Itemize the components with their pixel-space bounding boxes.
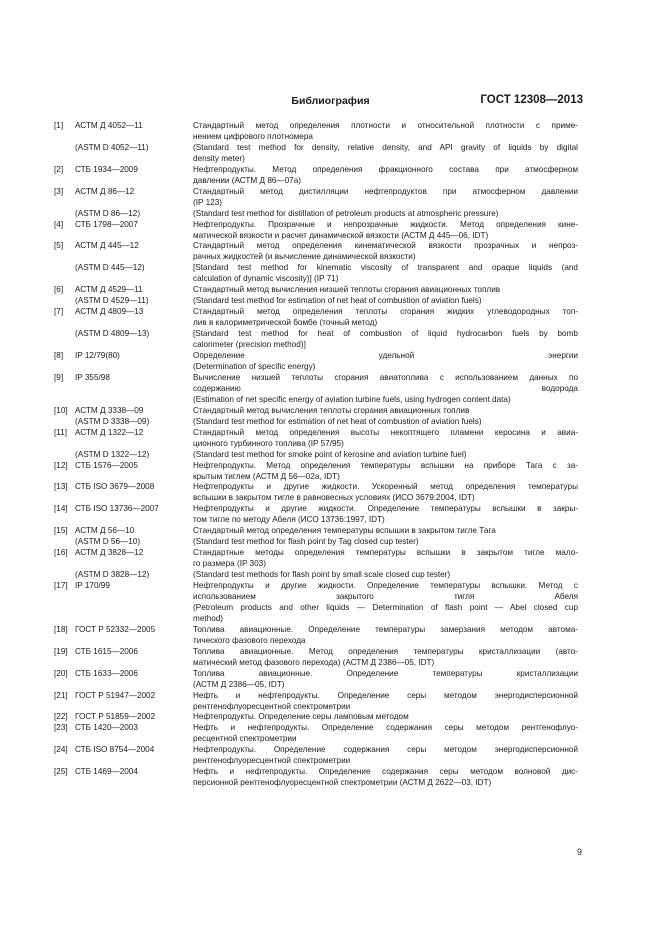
description-line: (Standard test method for flash point by Tag closed cup tester) — [193, 537, 419, 547]
entry-description — [193, 209, 578, 220]
entry-standard: (ASTM D 56—10) — [75, 537, 141, 547]
description-line: давлении (АСТМ Д 86—07а) — [193, 175, 302, 185]
entry-description — [193, 220, 578, 242]
entry-number: [6] — [54, 285, 64, 295]
description-line: Топлива авиационные. Метод определения температуры кристаллизации (авто- — [193, 646, 578, 656]
description-line: содержанию водорода — [193, 383, 578, 393]
description-line: Нефтепродукты и другие жидкости. Ускоренный метод определения температуры — [193, 482, 578, 492]
bibliography-entry — [54, 296, 578, 307]
entry-description — [193, 143, 578, 165]
entry-standard: АСТМ Д 1322—12 — [75, 427, 144, 437]
entry-description — [193, 296, 578, 307]
entry-number: [23] — [54, 723, 68, 733]
entry-description — [193, 669, 578, 691]
description-line: использованием закрытого тигля Абеля — [193, 591, 578, 601]
entry-number: [2] — [54, 164, 64, 174]
description-line: ционного турбинного топлива (IP 57/95) — [193, 438, 344, 448]
entry-standard: АСТМ Д 3828—12 — [75, 548, 144, 558]
bibliography-entry — [54, 406, 578, 417]
description-line: (Standard test method for density, relative density, and API gravity of liquids by digital — [193, 142, 578, 152]
description-line: рентгенофлуоресцентной спектрометрии — [193, 701, 351, 711]
entry-standard: IP 170/99 — [75, 581, 110, 591]
bibliography-entry — [54, 548, 578, 570]
description-line: method) — [193, 613, 224, 623]
description-line: Стандартный метод определения плотности и относительной плотности с приме- — [193, 121, 578, 130]
entry-standard: СТБ 1798—2007 — [75, 219, 138, 229]
entry-description — [193, 428, 578, 450]
entry-description — [193, 548, 578, 570]
description-line: вспышки в закрытом тигле в равновесных условиях (ИСО 3679:2004, IDT) — [193, 493, 475, 503]
entry-standard: (ASTM D 4809—13) — [75, 329, 150, 339]
entry-description — [193, 723, 578, 745]
entry-number: [18] — [54, 624, 68, 634]
bibliography-entry — [54, 143, 578, 165]
description-line: Нефтепродукты. Определение содержания серы методом энергодисперсионной — [193, 745, 578, 755]
entry-description — [193, 417, 578, 428]
description-line: лив в калориметрической бомбе (точный метод) — [193, 318, 378, 328]
entry-description — [193, 526, 578, 537]
bibliography-entry — [54, 450, 578, 461]
description-line: Нефтепродукты и другие жидкости. Определение температуры вспышки в закры- — [193, 504, 578, 514]
entry-number: [22] — [54, 712, 68, 722]
bibliography-entry — [54, 351, 578, 373]
entry-description — [193, 121, 578, 143]
entry-number: [11] — [54, 427, 68, 437]
entry-standard: СТБ 1576—2005 — [75, 460, 138, 470]
bibliography-entry — [54, 526, 578, 537]
entry-description — [193, 285, 578, 296]
entry-standard: (ASTM D 3828—12) — [75, 570, 150, 580]
description-line: (Standard test method for estimation of net heat of combustion of aviation fuels) — [193, 296, 482, 306]
entry-description — [193, 241, 578, 263]
entry-number — [54, 417, 75, 428]
entry-description — [193, 307, 578, 329]
description-line: Нефтепродукты. Метод определения температуры вспышки на приборе Тага с за- — [193, 460, 578, 470]
description-line: Нефтепродукты. Прозрачные и непрозрачные жидкости. Метод определения кине- — [193, 219, 578, 229]
entry-standard: ГОСТ Р 52332—2005 — [75, 624, 156, 634]
bibliography-entry — [54, 165, 578, 187]
entry-number: [12] — [54, 460, 68, 470]
entry-standard: АСТМ Д 56—10 — [75, 526, 135, 536]
entry-number: [17] — [54, 581, 68, 591]
entry-number — [54, 537, 75, 548]
description-line: density meter) — [193, 153, 245, 163]
entry-standard: АСТМ Д 86—12 — [75, 186, 135, 196]
page-number: 9 — [577, 847, 583, 857]
entry-description — [193, 504, 578, 526]
bibliography-title: Библиография — [291, 95, 370, 107]
entry-standard: (ASTM D 3338—09) — [75, 416, 150, 426]
entry-standard: ГОСТ Р 51947—2002 — [75, 690, 156, 700]
entry-number — [54, 263, 75, 285]
description-line: Нефть и нефтепродукты. Определение серы методом энергодисперсионной — [193, 690, 578, 700]
entry-description — [193, 712, 578, 723]
bibliography-entry — [54, 767, 578, 789]
description-line: Стандартный метод дистилляции нефтепродуктов при атмосферном давлении — [193, 186, 578, 196]
bibliography-entry — [54, 482, 578, 504]
entry-description — [193, 165, 578, 187]
entry-description — [193, 647, 578, 669]
entry-standard: СТБ ISO 13736—2007 — [75, 504, 159, 514]
entry-description — [193, 625, 578, 647]
bibliography-entry — [54, 307, 578, 329]
description-line: (Petroleum products and other liquids — Determination of flash point — Abel closed cup — [193, 602, 578, 612]
description-line: Вычисление низшей теплоты сгорания авиатоплива с использованием данных по — [193, 372, 578, 382]
description-line: (IP 123) — [193, 197, 222, 207]
bibliography-entry — [54, 187, 578, 209]
entry-standard: АСТМ Д 4529—11 — [75, 285, 143, 295]
entry-standard: АСТМ Д 4052—11 — [75, 121, 143, 130]
bibliography-entry — [54, 669, 578, 691]
entry-standard: (ASTM D 4529—11) — [75, 296, 149, 306]
entry-number: [19] — [54, 646, 68, 656]
description-line: calorimeter (precision method)] — [193, 340, 306, 350]
entry-description — [193, 373, 578, 406]
entry-description — [193, 767, 578, 789]
bibliography-entry — [54, 428, 578, 450]
entry-number — [54, 143, 75, 165]
description-line: Стандартный метод определения температуры вспышки в закрытом тигле Тага — [193, 526, 496, 536]
description-line: (Standard test methods for flash point by small scale closed cup tester) — [193, 570, 451, 580]
description-line: Нефтепродукты. Метод определения фракционного состава при атмосферном — [193, 164, 578, 174]
description-line: Нефтепродукты и другие жидкости. Определение температуры вспышки. Метод с — [193, 581, 578, 591]
description-line: calculation of dynamic viscosity)] (IP 71) — [193, 274, 339, 284]
description-line: нением цифрового плотномера — [193, 131, 313, 141]
bibliography-entry — [54, 581, 578, 625]
description-line: го размера (IP 303) — [193, 559, 266, 569]
bibliography-entry — [54, 329, 578, 351]
entry-description — [193, 329, 578, 351]
bibliography-entry — [54, 461, 578, 483]
entry-number: [15] — [54, 526, 68, 536]
entry-description — [193, 482, 578, 504]
entry-standard: АСТМ Д 3338—09 — [75, 405, 144, 415]
entry-number: [8] — [54, 351, 64, 361]
description-line: [Standard test method for heat of combustion of liquid hydrocarbon fuels by bomb — [193, 329, 578, 339]
description-line: Нефть и нефтепродукты. Определение содержания серы методом волновой дис- — [193, 767, 578, 777]
bibliography-entry — [54, 625, 578, 647]
bibliography-entry — [54, 285, 578, 296]
entry-number — [54, 570, 75, 581]
description-line: Нефтепродукты. Определение серы ламповым методом — [193, 712, 409, 722]
entry-description — [193, 581, 578, 625]
description-line: Стандартные методы определения температуры вспышки в закрытом тигле мало- — [193, 548, 578, 558]
entry-number: [1] — [54, 121, 64, 130]
bibliography-entry — [54, 537, 578, 548]
entry-standard: (ASTM D 1322—12) — [75, 449, 150, 459]
bibliography-entry — [54, 504, 578, 526]
entry-standard: СТБ 1934—2009 — [75, 164, 138, 174]
entry-number — [54, 450, 75, 461]
entry-standard: СТБ ISO 3679—2008 — [75, 482, 155, 492]
bibliography-entry — [54, 373, 578, 406]
description-line: Стандартный метод определения кинематической вязкости прозрачных и непроз- — [193, 241, 578, 251]
document-code: ГОСТ 12308—2013 — [480, 94, 583, 106]
entry-description — [193, 187, 578, 209]
entry-standard: (ASTM D 445—12) — [75, 263, 145, 273]
entry-number: [10] — [54, 405, 68, 415]
description-line: крытым тиглем (АСТМ Д 56—02а, IDT) — [193, 471, 340, 481]
bibliography-entry — [54, 745, 578, 767]
entry-number — [54, 209, 75, 220]
entry-standard: АСТМ Д 4809—13 — [75, 307, 144, 317]
entry-standard: АСТМ Д 445—12 — [75, 241, 139, 251]
description-line: (Standard test method for estimation of net heat of combustion of aviation fuels) — [193, 416, 482, 426]
entry-standard: ГОСТ Р 51859—2002 — [75, 712, 156, 722]
entry-number: [3] — [54, 186, 64, 196]
description-line: Стандартный метод вычисления низшей теплоты сгорания авиационных топлив — [193, 285, 501, 295]
entry-number: [5] — [54, 241, 64, 251]
entry-number: [21] — [54, 690, 68, 700]
entry-standard: СТБ 1469—2004 — [75, 767, 138, 777]
bibliography-entry — [54, 570, 578, 581]
bibliography-entry — [54, 647, 578, 669]
entry-number: [24] — [54, 745, 68, 755]
description-line: Топлива авиационные. Определение температуры замерзания методом автома- — [193, 624, 578, 634]
bibliography-list — [54, 121, 578, 789]
entry-number — [54, 329, 75, 351]
bibliography-entry — [54, 220, 578, 242]
entry-standard: IP 355/98 — [75, 372, 110, 382]
description-line: рентгенофлуоресцентной спектрометрии — [193, 756, 351, 766]
description-line: (Standard test method for distillation of petroleum products at atmospheric pressure) — [193, 208, 499, 218]
entry-number: [14] — [54, 504, 68, 514]
entry-description — [193, 263, 578, 285]
entry-standard: СТБ 1615—2006 — [75, 646, 138, 656]
entry-number: [9] — [54, 372, 64, 382]
description-line: тического фазового перехода — [193, 635, 306, 645]
entry-number: [16] — [54, 548, 68, 558]
entry-description — [193, 745, 578, 767]
description-line: Стандартный метод вычисления теплоты сгорания авиационных топлив — [193, 405, 470, 415]
description-line: (Standard test method for smoke point of kerosine and aviation turbine fuel) — [193, 449, 467, 459]
bibliography-entry — [54, 691, 578, 713]
bibliography-entry — [54, 263, 578, 285]
description-line: Топлива авиационные. Определение температуры кристаллизации — [193, 668, 578, 678]
bibliography-entry — [54, 209, 578, 220]
entry-number: [4] — [54, 219, 64, 229]
description-line: Стандартный метод определения теплоты сгорания жидких углеводородных топ- — [193, 307, 578, 317]
entry-standard: СТБ ISO 8754—2004 — [75, 745, 155, 755]
description-line: (Determination of specific energy) — [193, 361, 316, 371]
entry-standard: СТБ 1633—2006 — [75, 668, 138, 678]
description-line: ресцентной спектрометрии — [193, 734, 297, 744]
description-line: матический метод фазового перехода) (АСТМ Д 2386—05, IDT) — [193, 657, 435, 667]
entry-description — [193, 351, 578, 373]
entry-description — [193, 461, 578, 483]
entry-description — [193, 691, 578, 713]
description-line: персионной рентгенофлуоресцентной спектрометрии (АСТМ Д 2622—03, IDT) — [193, 778, 492, 788]
entry-standard: (ASTM D 86—12) — [75, 208, 141, 218]
bibliography-entry — [54, 712, 578, 723]
entry-description — [193, 406, 578, 417]
entry-description — [193, 570, 578, 581]
entry-standard: СТБ 1420—2003 — [75, 723, 138, 733]
entry-number — [54, 296, 75, 307]
entry-number: [25] — [54, 767, 68, 777]
bibliography-entry — [54, 241, 578, 263]
description-line: рачных жидкостей (и вычисление динамической вязкости) — [193, 252, 416, 262]
description-line: Нефть и нефтепродукты. Определение содержания серы методом рентгенофлуо- — [193, 723, 578, 733]
description-line: матической вязкости и расчет динамической вязкости (АСТМ Д 445—06, IDT) — [193, 230, 489, 240]
entry-description — [193, 537, 578, 548]
entry-standard: (ASTM D 4052—11) — [75, 142, 149, 152]
entry-standard: IP 12/79(80) — [75, 351, 120, 361]
description-line: Определение удельной энергии — [193, 351, 578, 361]
description-line: том тигле по методу Абеля (ИСО 13736:1997, IDT) — [193, 515, 385, 525]
description-line: (АСТМ Д 2386—05, IDT) — [193, 679, 285, 689]
entry-number: [13] — [54, 482, 68, 492]
description-line: [Standard test method for kinematic viscosity of transparent and opaque liquids (and — [193, 263, 578, 273]
entry-number: [20] — [54, 668, 68, 678]
description-line: Стандартный метод определения высоты некоптящего пламени керосина и авиа- — [193, 427, 578, 437]
entry-description — [193, 450, 578, 461]
bibliography-entry — [54, 121, 578, 143]
bibliography-entry — [54, 723, 578, 745]
bibliography-entry — [54, 417, 578, 428]
entry-number: [7] — [54, 307, 64, 317]
description-line: (Estimation of net specific energy of aviation turbine fuels, using hydrogen content data) — [193, 394, 511, 404]
